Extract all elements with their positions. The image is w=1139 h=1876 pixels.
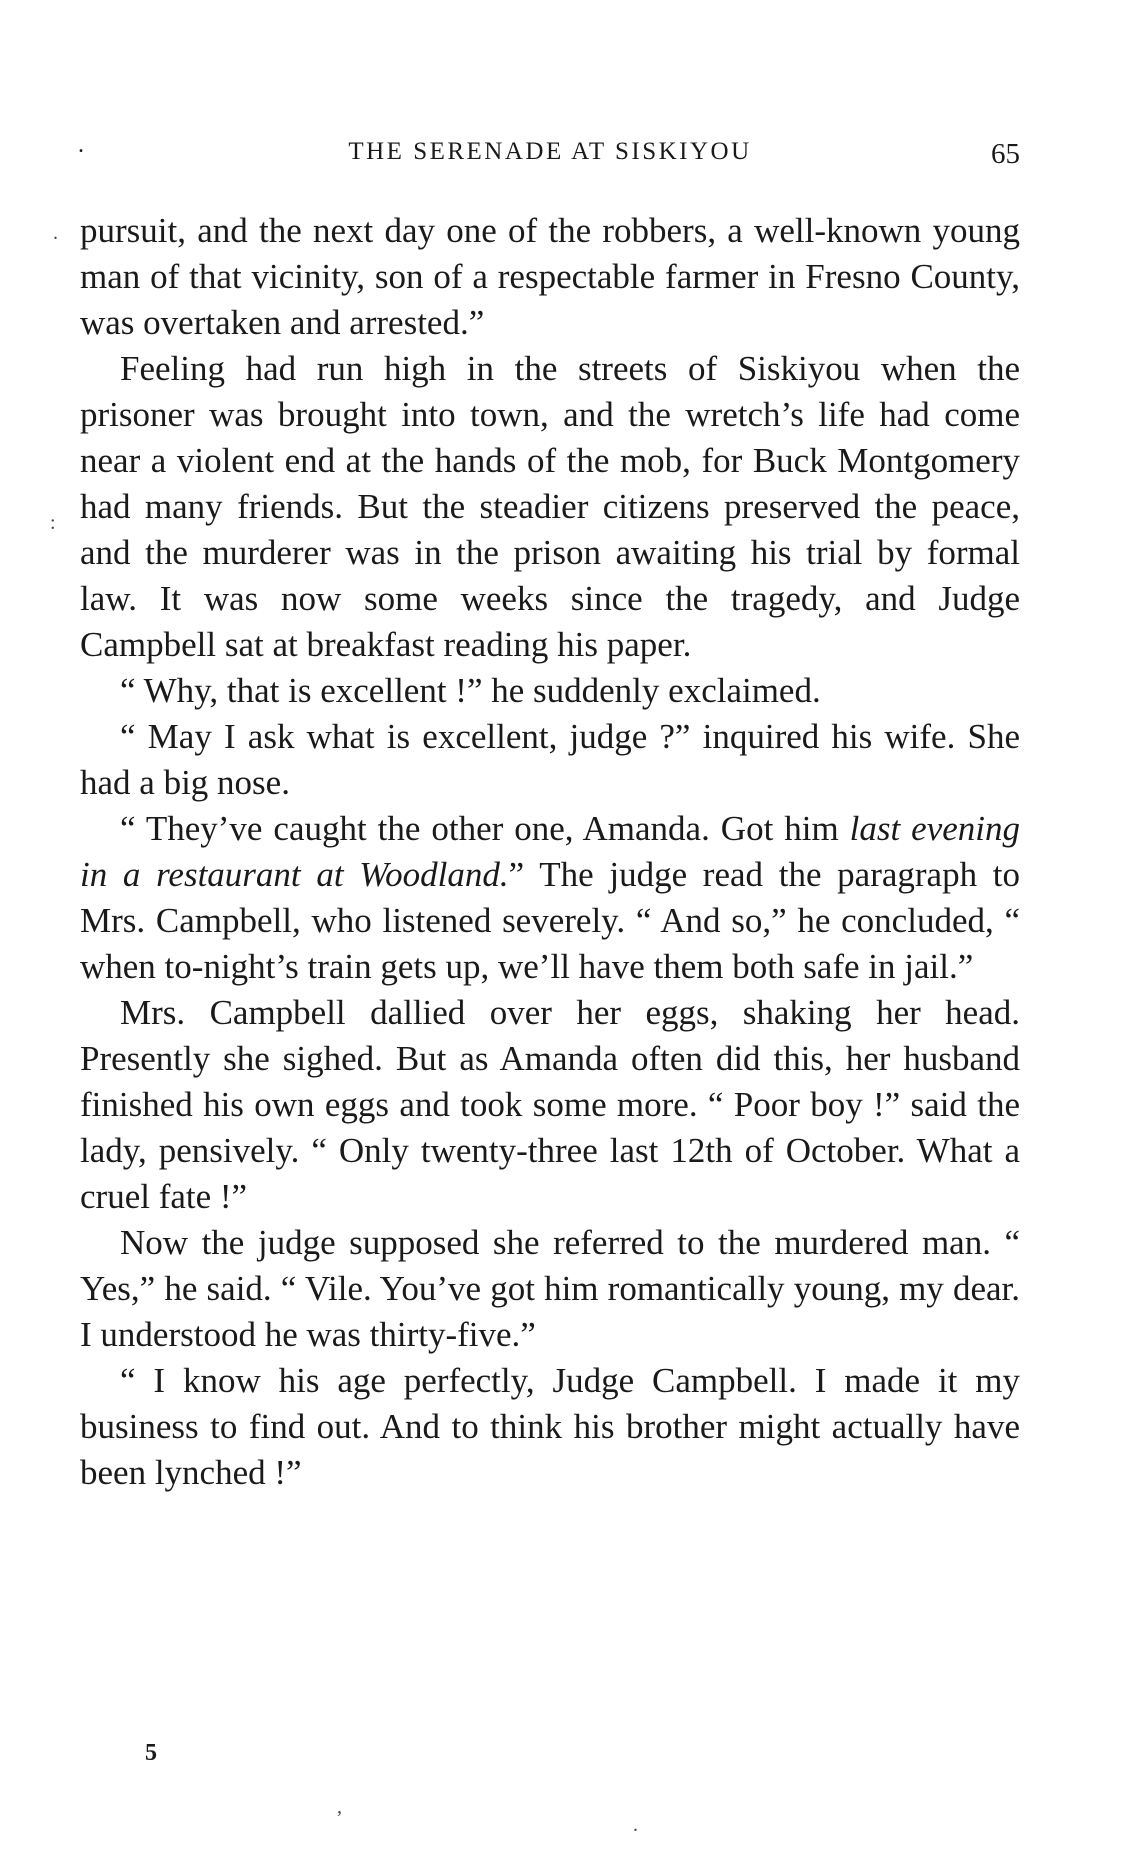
paragraph xyxy=(80,806,1020,990)
stray-mark: . xyxy=(78,132,84,158)
paragraph xyxy=(80,714,1020,806)
body-text xyxy=(80,208,1020,1496)
text-segment: Mrs. Campbell dallied over her eggs, shaking her head. Presently she sighed. But as Amanda often did this, her husband finished his own eggs and took some more. “ Poor boy !” said the lady, pensively. “ Only twenty-three last 12th of October. What a cruel fate !” xyxy=(80,993,1020,1216)
signature-mark: 5 xyxy=(145,1740,157,1766)
paragraph xyxy=(80,990,1020,1220)
text-segment: “ Why, that is excellent !” he suddenly exclaimed. xyxy=(120,671,821,710)
italic-text: last evening in a restaurant at Woodland. xyxy=(80,809,1021,894)
stray-mark: . xyxy=(53,222,58,244)
text-segment: Feeling had run high in the streets of Siskiyou when the prisoner was brought into town, and the wretch’s life had come near a violent end at the hands of the mob, for Buck Montgomery had many friends. But the steadier citizens preserved the peace, and the murderer was in the prison awaiting his trial by formal law. It was now some weeks since the tragedy, and Judge Campbell sat at breakfast reading his paper. xyxy=(80,349,1020,664)
paragraph xyxy=(80,1358,1020,1496)
paragraph xyxy=(80,208,1020,346)
paragraph xyxy=(80,346,1020,668)
stray-mark: , xyxy=(337,1796,342,1818)
stray-mark: : xyxy=(50,512,56,534)
text-segment: “ May I ask what is excellent, judge ?” inquired his wife. She had a big nose. xyxy=(80,717,1020,802)
text-segment: pursuit, and the next day one of the robbers, a well-known young man of that vicinity, son of a respectable farmer in Fresno County, was overtaken and arrested.” xyxy=(80,211,1020,342)
stray-mark: . xyxy=(633,1814,638,1836)
text-segment: Now the judge supposed she referred to the murdered man. “ Yes,” he said. “ Vile. You’ve got him romantically young, my dear. I understood he was thirty-five.” xyxy=(80,1223,1020,1354)
running-title: THE SERENADE AT SISKIYOU xyxy=(348,138,752,165)
text-segment: ” The judge read the paragraph to Mrs. Campbell, who listened severely. “ And so,” he concluded, “ when to-night’s train gets up, we’ll have them both safe in jail.” xyxy=(80,855,1020,986)
page-number: 65 xyxy=(991,138,1020,170)
text-segment: “ They’ve caught the other one, Amanda. Got him xyxy=(120,809,850,848)
running-head xyxy=(78,132,1020,178)
paragraph xyxy=(80,1220,1020,1358)
paragraph xyxy=(80,668,1020,714)
text-segment: “ I know his age perfectly, Judge Campbell. I made it my business to find out. And to think his brother might actually have been lynched !” xyxy=(80,1361,1020,1492)
